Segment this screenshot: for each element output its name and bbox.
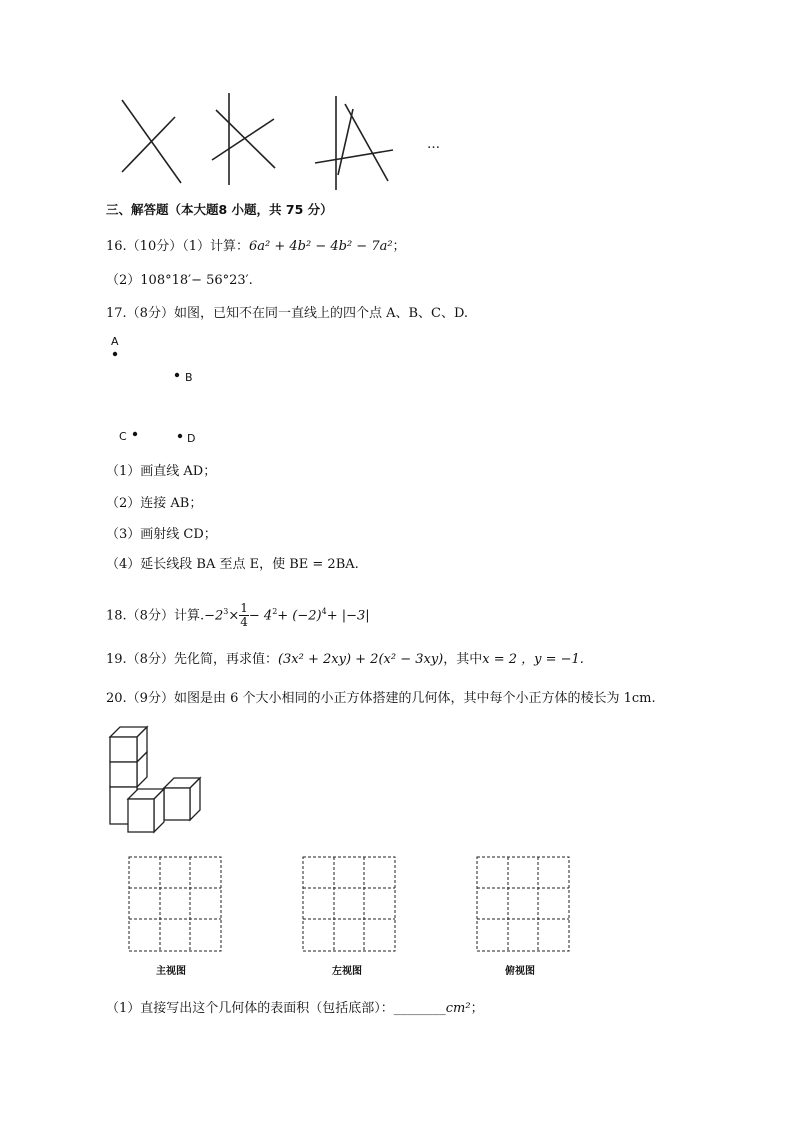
answer-blank[interactable]: ________ (393, 1001, 446, 1016)
question-17-stem: 17.（8分）如图，已知不在同一直线上的四个点 A、B、C、D. (106, 306, 469, 321)
question-18: 18.（8分）计算$.-2^3\times$ $\frac{1}{4}$ − $4^2+ (-2)^4+ |-3|$ (106, 601, 370, 630)
fraction: $\frac{1}{4}$ (240, 601, 248, 630)
top-view-label: 俯视图 (505, 966, 535, 977)
front-view-label: 主视图 (156, 966, 186, 977)
question-19: 19.（8分）先化简，再求值：(3x² + 2xy) + 2(x² − 3xy)，其中x = 2 ，y = −1. (106, 652, 584, 667)
q20-part1: （1）直接写出这个几何体的表面积（包括底部）：________cm²； (106, 1001, 484, 1016)
q17-part2: （2）连接 AB； (106, 496, 203, 511)
q17-part4: （4）延长线段 BA 至点 E，使 BE = 2BA. (106, 557, 359, 572)
section-heading: 三、解答题（本大题8 小题，共 75 分） (106, 202, 333, 217)
point-c-label: C (119, 430, 127, 443)
point-d-label: D (187, 432, 196, 445)
point-a-label: A (111, 335, 119, 348)
q16-expression: 6a² + 4b² − 4b² − 7a² (249, 239, 393, 254)
q17-part3: （3）画射线 CD； (106, 527, 217, 542)
ellipsis: … (427, 137, 440, 152)
left-view-label: 左视图 (332, 966, 362, 977)
question-16-part2: （2）108°18′− 56°23′. (106, 273, 253, 288)
q19-expression: (3x² + 2xy) + 2(x² − 3xy) (277, 652, 444, 667)
point-b-label: B (185, 371, 193, 384)
question-20-stem: 20.（9分）如图是由 6 个大小相同的小正方体搭建的几何体，其中每个小正方体的棱长为 1cm. (106, 691, 656, 706)
q17-part1: （1）画直线 AD； (106, 464, 217, 479)
question-16: 16.（10分）（1）计算：6a² + 4b² − 4b² − 7a²； (106, 239, 406, 254)
